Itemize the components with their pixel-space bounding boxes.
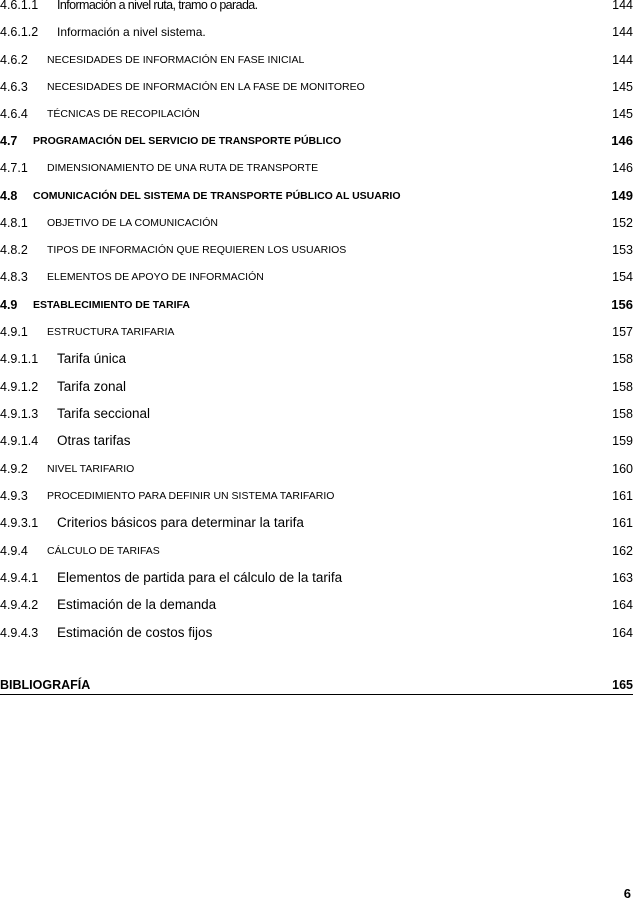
toc-entry-number: 4.8.3 (0, 270, 28, 284)
toc-entry-page: 145 (612, 80, 633, 94)
toc-entry-4-9-4-3 (0, 624, 633, 642)
toc-entry-page: 161 (612, 516, 633, 530)
toc-entry-4-8 (0, 187, 633, 205)
toc-entry-4-9-1-2 (0, 378, 633, 396)
toc-entry-4-9-2 (0, 460, 633, 478)
toc-entry-number: 4.8.2 (0, 243, 28, 257)
toc-entry-4-6-4 (0, 105, 633, 123)
toc-entry-number: 4.6.4 (0, 107, 28, 121)
toc-entry-title: NECESIDADES DE INFORMACIÓN EN LA FASE DE MONITOREO (47, 81, 365, 93)
toc-entry-number: 4.9.2 (0, 462, 28, 476)
toc-entry-page: 144 (612, 25, 633, 39)
toc-entry-title: CÁLCULO DE TARIFAS (47, 545, 160, 557)
toc-entry-title: Otras tarifas (57, 433, 131, 448)
toc-entry-page: 145 (612, 107, 633, 121)
toc-entry-4-6-1-2 (0, 23, 633, 41)
toc-entry-page: 159 (612, 434, 633, 448)
toc-entry-number: 4.7.1 (0, 161, 28, 175)
toc-entry-4-7-1 (0, 159, 633, 177)
toc-entry-page: 161 (612, 489, 633, 503)
toc-entry-page: 162 (612, 544, 633, 558)
toc-entry-number: 4.9.4.2 (0, 598, 39, 612)
toc-entry-page: 160 (612, 462, 633, 476)
toc-entry-4-9 (0, 296, 633, 314)
toc-entry-title: NIVEL TARIFARIO (47, 463, 135, 475)
toc-entry-number: 4.6.2 (0, 53, 28, 67)
toc-entry-4-9-1 (0, 323, 633, 341)
bibliography-page: 165 (612, 678, 633, 692)
toc-entry-title: OBJETIVO DE LA COMUNICACIÓN (47, 217, 218, 229)
toc-entry-page: 158 (612, 352, 633, 366)
toc-entry-page: 146 (612, 161, 633, 175)
toc-entry-number: 4.9.4.1 (0, 571, 39, 585)
toc-entry-page: 164 (612, 626, 633, 640)
toc-entry-number: 4.9.3 (0, 489, 28, 503)
toc-entry-page: 146 (611, 133, 633, 148)
toc-entry-4-8-1 (0, 214, 633, 232)
toc-entry-title: NECESIDADES DE INFORMACIÓN EN FASE INICIAL (47, 54, 305, 66)
toc-entry-title: Información a nivel ruta, tramo o parada. (57, 0, 258, 12)
toc-entry-title: Tarifa única (57, 351, 127, 366)
toc-entry-page: 157 (612, 325, 633, 339)
toc-entry-title: TÉCNICAS DE RECOPILACIÓN (47, 108, 200, 120)
toc-entry-number: 4.9.1.4 (0, 434, 39, 448)
toc-entry-page: 158 (612, 407, 633, 421)
toc-entry-title: Criterios básicos para determinar la tarifa (57, 515, 304, 530)
toc-entry-4-9-1-3 (0, 405, 633, 423)
toc-entry-4-9-1-4 (0, 432, 633, 450)
toc-entry-title: Estimación de la demanda (57, 597, 217, 612)
toc-entry-number: 4.8 (0, 189, 18, 203)
toc-entry-title: PROGRAMACIÓN DEL SERVICIO DE TRANSPORTE PÚBLICO (33, 135, 342, 147)
toc-entry-title: DIMENSIONAMIENTO DE UNA RUTA DE TRANSPORTE (47, 162, 319, 174)
toc-entry-4-9-3 (0, 487, 633, 505)
toc-entry-page: 144 (612, 53, 633, 67)
toc-entry-4-9-1-1 (0, 350, 633, 368)
toc-entry-number: 4.9.1.1 (0, 352, 39, 366)
toc-entry-number: 4.9.1 (0, 325, 28, 339)
toc-entry-number: 4.9.1.2 (0, 380, 39, 394)
toc-entry-4-8-3 (0, 268, 633, 286)
toc-entry-4-9-4 (0, 542, 633, 560)
toc-entry-bibliography (0, 676, 633, 695)
toc-entry-number: 4.6.1.1 (0, 0, 39, 12)
toc-entry-title: ESTABLECIMIENTO DE TARIFA (33, 299, 190, 311)
toc-entry-number: 4.9.4 (0, 544, 28, 558)
toc-entry-title: Elementos de partida para el cálculo de la tarifa (57, 570, 343, 585)
toc-entry-title: Tarifa zonal (57, 379, 127, 394)
toc-entry-number: 4.6.1.2 (0, 25, 39, 39)
bibliography-title: BIBLIOGRAFÍA (0, 678, 91, 692)
toc-entry-number: 4.9.3.1 (0, 516, 39, 530)
toc-entry-4-6-3 (0, 78, 633, 96)
toc-entry-title: PROCEDIMIENTO PARA DEFINIR UN SISTEMA TARIFARIO (47, 490, 335, 502)
toc-entry-title: Información a nivel sistema. (57, 25, 206, 39)
toc-entry-page: 158 (612, 380, 633, 394)
toc-entry-4-6-1-1 (0, 0, 633, 14)
toc-entry-page: 153 (612, 243, 633, 257)
toc-entry-number: 4.7 (0, 134, 18, 148)
toc-entry-title: ESTRUCTURA TARIFARIA (47, 326, 175, 338)
toc-entry-title: Tarifa seccional (57, 406, 151, 421)
toc-entry-title: Estimación de costos fijos (57, 625, 213, 640)
toc-entry-page: 163 (612, 571, 633, 585)
toc-entry-page: 164 (612, 598, 633, 612)
toc-entry-title: ELEMENTOS DE APOYO DE INFORMACIÓN (47, 271, 264, 283)
toc-entry-number: 4.8.1 (0, 216, 28, 230)
toc-entry-4-9-4-2 (0, 596, 633, 614)
toc-entry-4-8-2 (0, 241, 633, 259)
toc-entry-4-9-3-1 (0, 514, 633, 532)
toc-entry-page: 144 (612, 0, 633, 12)
toc-entry-4-9-4-1 (0, 569, 633, 587)
toc-entry-number: 4.6.3 (0, 80, 28, 94)
toc-entry-title: TIPOS DE INFORMACIÓN QUE REQUIEREN LOS USUARIOS (47, 244, 347, 256)
page-number: 6 (623, 886, 631, 901)
toc-entry-number: 4.9.1.3 (0, 407, 39, 421)
toc-entry-4-6-2 (0, 51, 633, 69)
toc-entry-number: 4.9.4.3 (0, 626, 39, 640)
toc-entry-page: 149 (611, 188, 633, 203)
toc-entry-4-7 (0, 132, 633, 150)
toc-entry-page: 152 (612, 216, 633, 230)
toc-entry-page: 156 (611, 297, 633, 312)
toc-entry-page: 154 (612, 270, 633, 284)
toc-entry-title: COMUNICACIÓN DEL SISTEMA DE TRANSPORTE PÚBLICO AL USUARIO (33, 190, 401, 202)
toc-entry-number: 4.9 (0, 298, 18, 312)
